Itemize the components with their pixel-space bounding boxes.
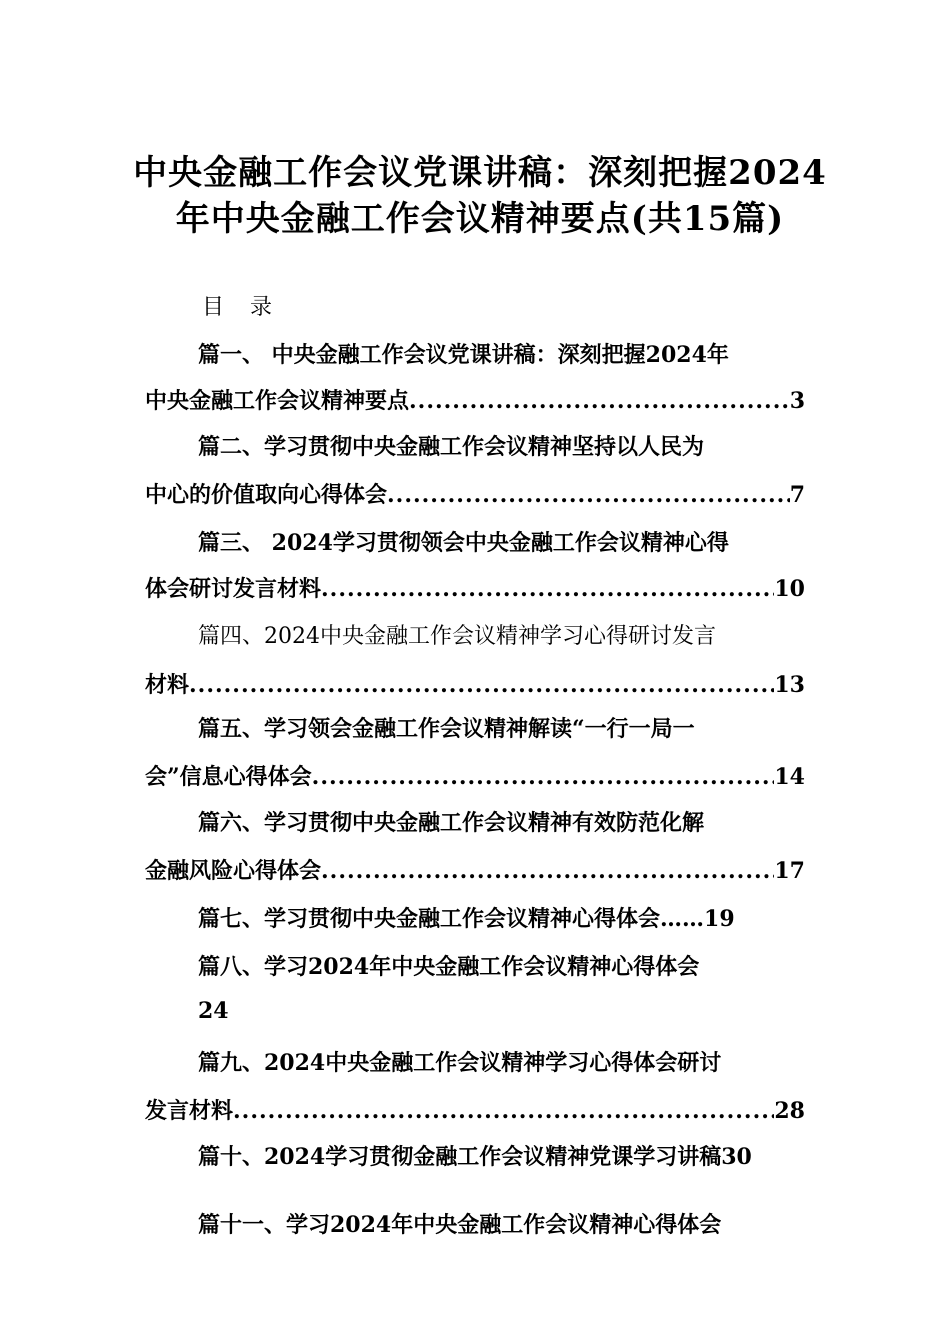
toc-entry-5-page: 14 [774, 764, 805, 790]
toc-entry-3-page: 10 [774, 576, 805, 602]
toc-entry-5-line1: 篇五、学习领会金融工作会议精神解读“一行一局一 [198, 716, 695, 742]
toc-entry-10-page: 30 [721, 1144, 752, 1170]
toc-entry-1-page: 3 [789, 388, 805, 414]
toc-entry-10 [198, 1142, 752, 1172]
toc-entry-9-line1: 篇九、2024中央金融工作会议精神学习心得体会研讨 [198, 1050, 722, 1076]
toc-entry-4-line1: 篇四、2024中央金融工作会议精神学习心得研讨发言 [198, 624, 716, 649]
toc-entry-3-line2 [145, 574, 805, 604]
toc-entry-7 [198, 904, 735, 934]
toc-leader-dots [409, 386, 790, 416]
toc-entry-3-text: 体会研讨发言材料 [145, 576, 322, 602]
toc-leader-dots [321, 574, 774, 604]
toc-leader-dots [312, 762, 775, 792]
toc-entry-6-line1: 篇六、学习贯彻中央金融工作会议精神有效防范化解 [198, 810, 705, 836]
document-title: 中央金融工作会议党课讲稿：深刻把握2024年中央金融工作会议精神要点(共15篇) [133, 153, 827, 239]
toc-entry-7-dots: …… [660, 906, 705, 932]
toc-entry-4-line2 [145, 670, 805, 700]
toc-entry-9-text: 发言材料 [145, 1098, 234, 1124]
toc-leader-dots [321, 856, 774, 886]
toc-entry-2-line2 [145, 480, 805, 510]
toc-entry-5-text: 会”信息心得体会 [145, 764, 312, 790]
toc-entry-9-line2 [145, 1096, 805, 1126]
toc-entry-6-text: 金融风险心得体会 [145, 858, 322, 884]
toc-entry-4-text: 材料 [145, 672, 190, 698]
toc-entry-9-page: 28 [774, 1098, 805, 1124]
toc-entry-2-text: 中心的价值取向心得体会 [145, 482, 388, 508]
toc-entry-6-page: 17 [774, 858, 805, 884]
toc-entry-8-line1: 篇八、学习2024年中央金融工作会议精神心得体会 [198, 954, 700, 980]
toc-entry-3-line1: 篇三、 2024学习贯彻领会中央金融工作会议精神心得 [198, 530, 729, 556]
toc-leader-dots [233, 1096, 774, 1126]
toc-entry-1-line2 [145, 386, 805, 416]
toc-entry-2-page: 7 [789, 482, 805, 508]
toc-entry-8-page: 24 [198, 998, 229, 1024]
toc-heading: 目录 [202, 295, 299, 320]
toc-entry-4-page: 13 [774, 672, 805, 698]
toc-entry-5-line2 [145, 762, 805, 792]
toc-leader-dots [189, 670, 774, 700]
toc-entry-1-text: 中央金融工作会议精神要点 [145, 388, 410, 414]
toc-entry-10-text: 篇十、2024学习贯彻金融工作会议精神党课学习讲稿 [198, 1144, 722, 1170]
toc-entry-2-line1: 篇二、学习贯彻中央金融工作会议精神坚持以人民为 [198, 434, 705, 460]
toc-leader-dots [387, 480, 790, 510]
toc-entry-6-line2 [145, 856, 805, 886]
toc-entry-1-line1: 篇一、 中央金融工作会议党课讲稿：深刻把握2024年 [198, 342, 729, 368]
toc-entry-7-page: 19 [704, 906, 735, 932]
toc-entry-11-line1: 篇十一、学习2024年中央金融工作会议精神心得体会 [198, 1212, 722, 1238]
toc-entry-7-text: 篇七、学习贯彻中央金融工作会议精神心得体会 [198, 906, 661, 932]
